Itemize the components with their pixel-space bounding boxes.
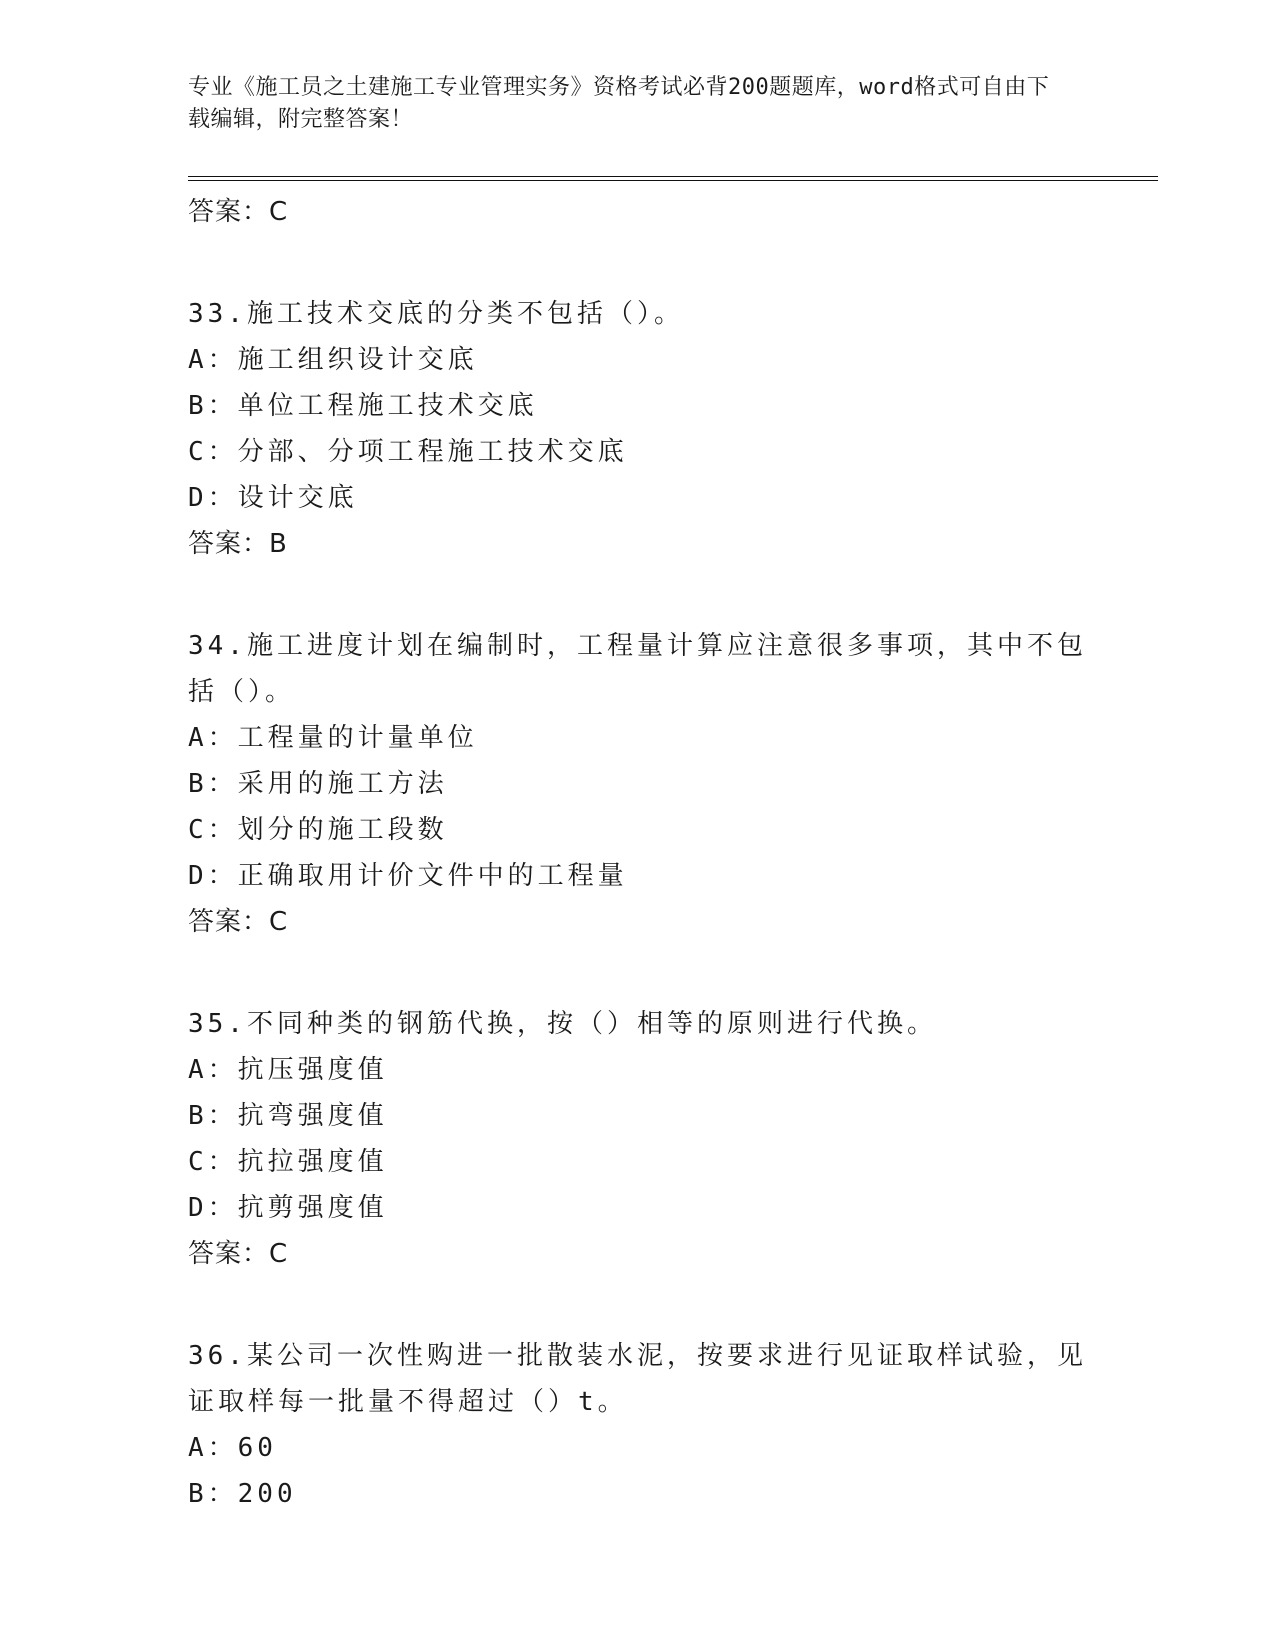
option-a: A：抗压强度值 (188, 1055, 388, 1085)
answer-35: 答案：C (188, 1239, 289, 1269)
option-c: C：抗拉强度值 (188, 1147, 388, 1177)
question-36 (188, 1333, 1158, 1517)
document-page (188, 72, 1158, 1517)
answer-33: 答案：B (188, 529, 288, 559)
option-d: D：抗剪强度值 (188, 1193, 388, 1223)
option-c: C：划分的施工段数 (188, 815, 448, 845)
question-35 (188, 1001, 1158, 1277)
answer-34: 答案：C (188, 907, 289, 937)
option-b: B：单位工程施工技术交底 (188, 391, 538, 421)
option-d: D：设计交底 (188, 483, 358, 513)
answer-32: 答案：C (188, 197, 289, 227)
question-stem: 35.不同种类的钢筋代换，按（）相等的原则进行代换。 (188, 1009, 937, 1039)
question-stem: 36.某公司一次性购进一批散装水泥，按要求进行见证取样试验，见证取样每一批量不得超过（）t。 (188, 1341, 1087, 1417)
question-stem: 34.施工进度计划在编制时，工程量计算应注意很多事项，其中不包括（）。 (188, 631, 1087, 707)
header-double-rule (188, 176, 1158, 181)
option-b: B：200 (188, 1479, 297, 1509)
option-b: B：采用的施工方法 (188, 769, 448, 799)
document-header: 专业《施工员之土建施工专业管理实务》资格考试必背200题题库，word格式可自由下载编辑，附完整答案！ (188, 75, 1050, 132)
option-c: C：分部、分项工程施工技术交底 (188, 437, 628, 467)
question-34 (188, 623, 1158, 945)
option-a: A：60 (188, 1433, 277, 1463)
question-stem: 33.施工技术交底的分类不包括（）。 (188, 299, 684, 329)
option-d: D：正确取用计价文件中的工程量 (188, 861, 628, 891)
option-b: B：抗弯强度值 (188, 1101, 388, 1131)
option-a: A：施工组织设计交底 (188, 345, 478, 375)
question-33 (188, 291, 1158, 567)
option-a: A：工程量的计量单位 (188, 723, 478, 753)
